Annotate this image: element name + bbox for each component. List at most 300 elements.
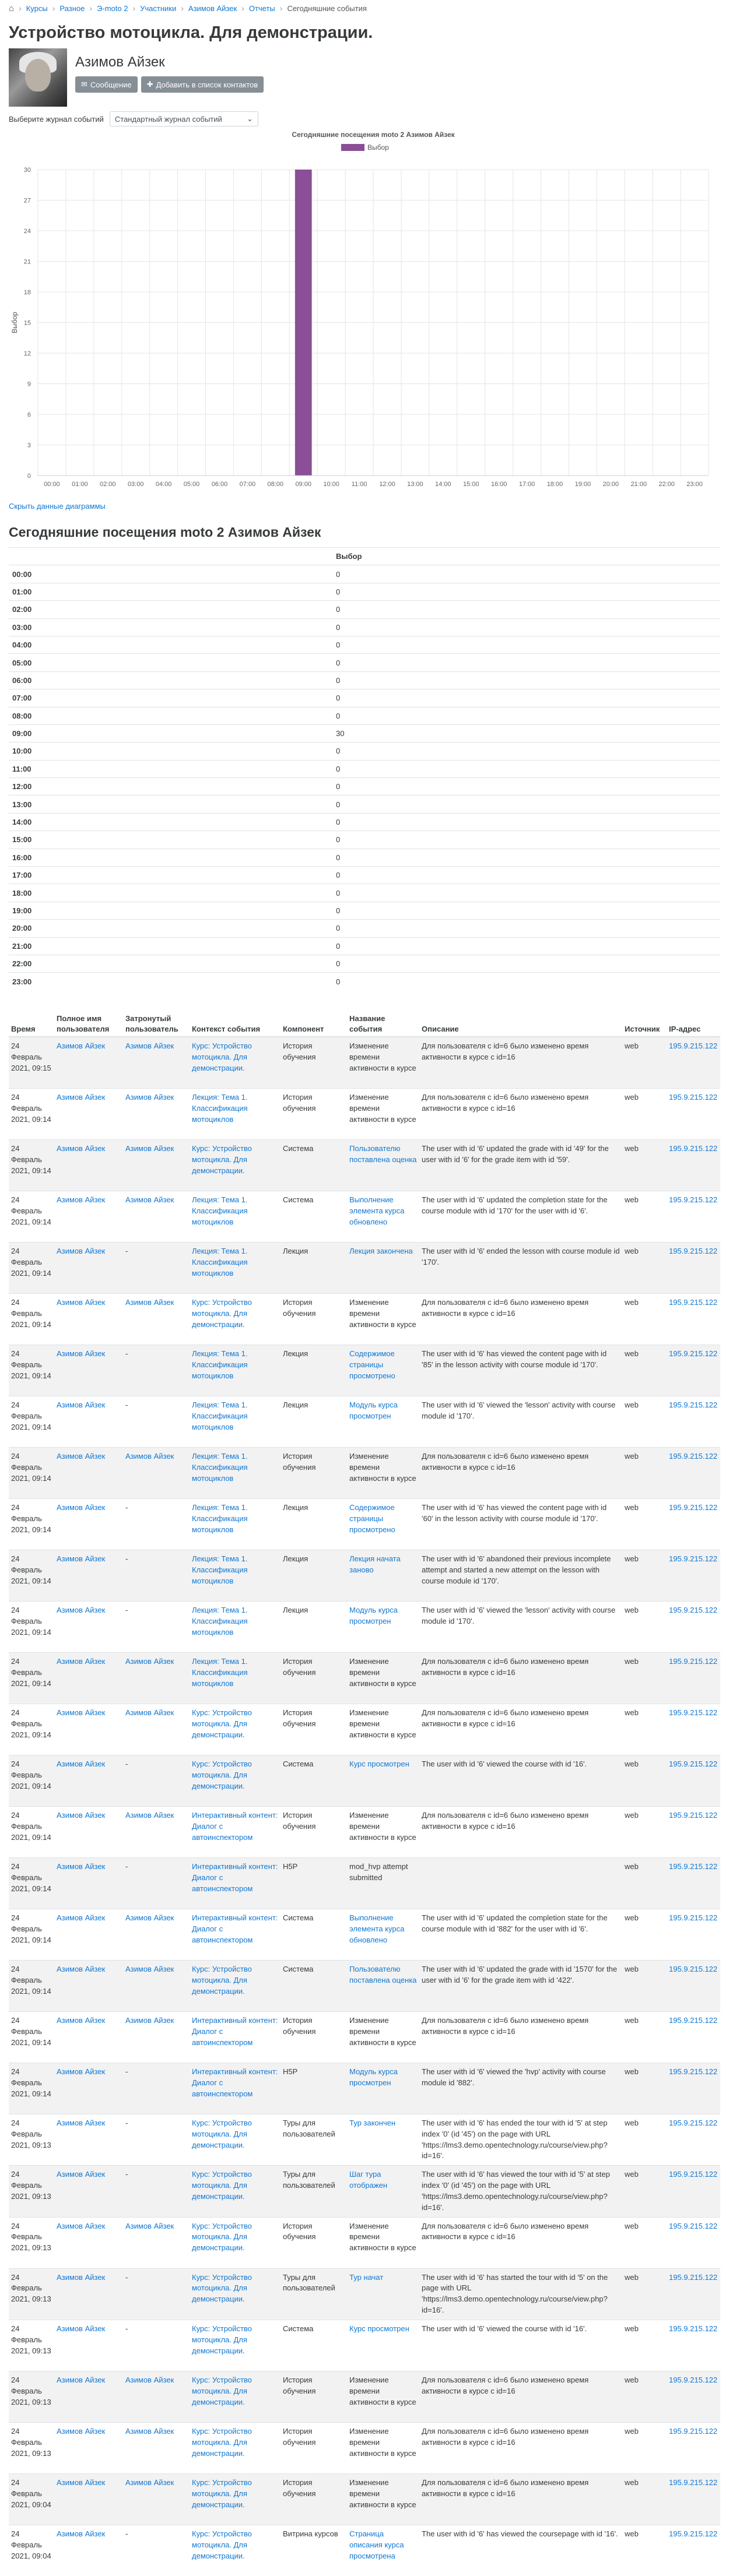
log-component-cell xyxy=(281,1139,347,1191)
log-origin-cell xyxy=(622,1755,667,1806)
log-origin-text: web xyxy=(625,1349,639,1358)
hours-table-heading: Сегодняшние посещения moto 2 Азимов Айзек xyxy=(9,525,321,540)
hours-table-row xyxy=(9,583,720,600)
log-column-header[interactable]: Название события xyxy=(347,1011,419,1037)
log-event-context-link[interactable]: Курс: Устройство мотоцикла. Для демонстрации. xyxy=(192,1143,252,1175)
log-ip-address-link[interactable]: 195.9.215.122 xyxy=(669,1759,718,1768)
log-user-fullname-link[interactable]: Азимов Айзек xyxy=(57,2426,106,2436)
log-origin-text: web xyxy=(625,2015,639,2025)
log-ip-address-link[interactable]: 195.9.215.122 xyxy=(669,1964,718,1973)
hour-value: 0 xyxy=(332,778,720,796)
chart-title: Сегодняшние посещения moto 2 Азимов Айзек xyxy=(292,131,455,139)
log-event-context-link[interactable]: Интерактивный контент: Диалог с автоинспектором xyxy=(192,2067,278,2098)
log-affected-user-link[interactable]: Азимов Айзек xyxy=(125,2375,174,2384)
log-user-fullname-cell xyxy=(54,2525,123,2576)
log-user-fullname-cell xyxy=(54,2063,123,2114)
log-user-fullname-link[interactable]: Азимов Айзек xyxy=(57,2529,106,2538)
chart xyxy=(9,129,720,502)
log-event-name-link[interactable]: Курс просмотрен xyxy=(349,1759,409,1768)
log-event-name-link[interactable]: Модуль курса просмотрен xyxy=(349,1605,398,1625)
log-table-row xyxy=(9,1652,720,1704)
log-event-name-link[interactable]: Лекция закончена xyxy=(349,1246,413,1255)
log-affected-user-text: - xyxy=(125,1554,128,1563)
log-event-context-link[interactable]: Курс: Устройство мотоцикла. Для демонстрации. xyxy=(192,2118,252,2149)
log-event-context-link[interactable]: Курс: Устройство мотоцикла. Для демонстрации. xyxy=(192,2272,252,2304)
hours-table-row xyxy=(9,867,720,884)
log-affected-user-cell xyxy=(123,1652,190,1704)
log-event-context-link[interactable]: Лекция: Тема 1. Классификация мотоциклов xyxy=(192,1092,248,1124)
log-ip-address-link[interactable]: 195.9.215.122 xyxy=(669,1195,718,1204)
log-event-context-cell xyxy=(190,2371,281,2422)
log-affected-user-text: - xyxy=(125,2529,128,2538)
log-event-context-link[interactable]: Лекция: Тема 1. Классификация мотоциклов xyxy=(192,1451,248,1483)
log-selector[interactable] xyxy=(110,111,258,126)
log-event-name-link[interactable]: Модуль курса просмотрен xyxy=(349,2067,398,2087)
hour-label: 19:00 xyxy=(9,902,332,919)
log-event-context-link[interactable]: Лекция: Тема 1. Классификация мотоциклов xyxy=(192,1400,248,1431)
hours-table-header xyxy=(9,548,720,565)
log-affected-user-link[interactable]: Азимов Айзек xyxy=(125,2015,174,2025)
x-tick-label: 06:00 xyxy=(211,481,228,488)
home-icon[interactable]: ⌂ xyxy=(9,3,15,13)
log-component-cell xyxy=(281,2063,347,2114)
breadcrumb-item[interactable]: Участники xyxy=(140,3,177,13)
log-ip-address-link[interactable]: 195.9.215.122 xyxy=(669,2324,718,2333)
log-ip-address-link[interactable]: 195.9.215.122 xyxy=(669,2170,718,2179)
log-event-context-link[interactable]: Курс: Устройство мотоцикла. Для демонстрации. xyxy=(192,1708,252,1739)
x-tick-label: 14:00 xyxy=(435,481,451,488)
log-table-row xyxy=(9,2525,720,2576)
log-user-fullname-link[interactable]: Азимов Айзек xyxy=(57,1041,106,1051)
log-ip-address-link[interactable]: 195.9.215.122 xyxy=(669,1656,718,1666)
log-origin-text: web xyxy=(625,2478,639,2487)
log-user-fullname-link[interactable]: Азимов Айзек xyxy=(57,1297,106,1307)
log-affected-user-link[interactable]: Азимов Айзек xyxy=(125,1041,174,1051)
bar-09-00[interactable] xyxy=(295,170,312,476)
log-description-cell xyxy=(419,2525,622,2576)
log-user-fullname-cell xyxy=(54,2217,123,2268)
add-contact-button[interactable] xyxy=(141,76,264,93)
log-affected-user-cell xyxy=(123,1037,190,1088)
log-user-fullname-link[interactable]: Азимов Айзек xyxy=(57,1708,106,1717)
log-ip-address-cell xyxy=(667,2371,720,2422)
log-column-header[interactable]: Полное имя пользователя xyxy=(54,1011,123,1037)
log-description-cell xyxy=(419,1139,622,1191)
log-ip-address-link[interactable]: 195.9.215.122 xyxy=(669,2478,718,2487)
log-affected-user-cell xyxy=(123,1139,190,1191)
log-description-text: The user with id '6' has started the tour with id '5' on the page with URL 'https://lms3.demo.opentechnology.ru/course/view.php?id=16'. xyxy=(422,2272,608,2315)
log-event-name-link[interactable]: Тур закончен xyxy=(349,2118,396,2127)
log-event-context-link[interactable]: Курс: Устройство мотоцикла. Для демонстрации. xyxy=(192,2426,252,2458)
log-description-cell xyxy=(419,1037,622,1088)
log-user-fullname-link[interactable]: Азимов Айзек xyxy=(57,1810,106,1820)
log-selector-label: Выберите журнал событий xyxy=(9,114,104,124)
log-affected-user-link[interactable]: Азимов Айзек xyxy=(125,1810,174,1820)
log-ip-address-link[interactable]: 195.9.215.122 xyxy=(669,1400,718,1409)
log-origin-text: web xyxy=(625,2324,639,2333)
log-description-text: The user with id '6' has viewed the content page with id '85' in the lesson activity with course module id '170'. xyxy=(422,1349,607,1369)
log-component-text: Туры для пользователей xyxy=(283,2272,335,2293)
log-origin-text: web xyxy=(625,1092,639,1102)
log-event-name-cell xyxy=(347,1909,419,1960)
log-ip-address-link[interactable]: 195.9.215.122 xyxy=(669,2272,718,2282)
log-user-fullname-link[interactable]: Азимов Айзек xyxy=(57,1913,106,1922)
log-event-name-link[interactable]: Тур начат xyxy=(349,2272,384,2282)
hour-value: 0 xyxy=(332,884,720,902)
log-ip-address-link[interactable]: 195.9.215.122 xyxy=(669,1554,718,1563)
log-affected-user-cell xyxy=(123,1088,190,1139)
hide-chart-data-link[interactable]: Скрыть данные диаграммы xyxy=(9,502,106,511)
log-table-row xyxy=(9,1806,720,1857)
legend-label[interactable]: Выбор xyxy=(367,143,389,152)
log-description-cell xyxy=(419,1396,622,1447)
hour-value: 0 xyxy=(332,671,720,689)
log-event-name-cell xyxy=(347,2320,419,2371)
log-affected-user-link[interactable]: Азимов Айзек xyxy=(125,1143,174,1153)
log-event-context-link[interactable]: Курс: Устройство мотоцикла. Для демонстрации. xyxy=(192,2170,252,2201)
log-column-header[interactable]: Время xyxy=(9,1011,54,1037)
log-table-row xyxy=(9,1447,720,1498)
hour-label: 16:00 xyxy=(9,849,332,866)
log-event-context-link[interactable]: Курс: Устройство мотоцикла. Для демонстрации. xyxy=(192,2221,252,2253)
breadcrumb-item[interactable]: Разное xyxy=(59,3,85,13)
log-user-fullname-link[interactable]: Азимов Айзек xyxy=(57,1400,106,1409)
log-event-context-link[interactable]: Интерактивный контент: Диалог с автоинспектором xyxy=(192,2015,278,2047)
log-description-cell xyxy=(419,2422,622,2473)
log-component-text: История обучения xyxy=(283,1656,316,1677)
log-event-name-cell xyxy=(347,1498,419,1550)
log-event-name-link[interactable]: Содержимое страницы просмотрено xyxy=(349,1349,395,1380)
log-ip-address-link[interactable]: 195.9.215.122 xyxy=(669,1451,718,1461)
log-user-fullname-link[interactable]: Азимов Айзек xyxy=(57,1092,106,1102)
log-table-row xyxy=(9,1345,720,1396)
log-affected-user-link[interactable]: Азимов Айзек xyxy=(125,1451,174,1461)
log-event-context-cell xyxy=(190,2320,281,2371)
log-event-context-link[interactable]: Интерактивный контент: Диалог с автоинспектором xyxy=(192,1810,278,1842)
log-column-header[interactable]: Описание xyxy=(419,1011,622,1037)
log-column-header[interactable]: IP-адрес xyxy=(667,1011,720,1037)
log-column-header[interactable]: Затронутый пользователь xyxy=(123,1011,190,1037)
chevron-right-icon: › xyxy=(19,3,22,13)
log-user-fullname-link[interactable]: Азимов Айзек xyxy=(57,2118,106,2127)
log-description-cell xyxy=(419,2473,622,2525)
log-ip-address-cell xyxy=(667,2217,720,2268)
log-table-header xyxy=(9,1011,720,1037)
log-event-name-text: Изменение времени активности в курсе xyxy=(349,2015,416,2047)
log-time-cell xyxy=(9,1806,54,1857)
log-affected-user-link[interactable]: Азимов Айзек xyxy=(125,1297,174,1307)
hours-table-row xyxy=(9,707,720,724)
log-user-fullname-cell xyxy=(54,1601,123,1652)
x-tick-label: 22:00 xyxy=(658,481,675,488)
log-description-cell xyxy=(419,1088,622,1139)
log-affected-user-link[interactable]: Азимов Айзек xyxy=(125,2221,174,2230)
log-origin-text: web xyxy=(625,2529,639,2538)
hours-table-body xyxy=(9,565,720,990)
log-description-text: The user with id '6' has viewed the coursepage with id '16'. xyxy=(422,2529,618,2538)
log-affected-user-link[interactable]: Азимов Айзек xyxy=(125,2426,174,2436)
log-component-text: Система xyxy=(283,1143,314,1153)
log-event-context-link[interactable]: Интерактивный контент: Диалог с автоинспектором xyxy=(192,1861,278,1893)
breadcrumb-item[interactable]: Азимов Айзек xyxy=(188,3,237,13)
log-event-context-link[interactable]: Курс: Устройство мотоцикла. Для демонстрации. xyxy=(192,1041,252,1073)
log-user-fullname-link[interactable]: Азимов Айзек xyxy=(57,2478,106,2487)
log-event-context-link[interactable]: Лекция: Тема 1. Классификация мотоциклов xyxy=(192,1195,248,1226)
hour-value: 0 xyxy=(332,760,720,777)
log-selector-row xyxy=(9,111,720,126)
log-event-context-link[interactable]: Лекция: Тема 1. Классификация мотоциклов xyxy=(192,1246,248,1278)
hours-table-row xyxy=(9,849,720,866)
log-user-fullname-link[interactable]: Азимов Айзек xyxy=(57,1451,106,1461)
log-component-cell xyxy=(281,1191,347,1242)
log-affected-user-link[interactable]: Азимов Айзек xyxy=(125,1656,174,1666)
hour-value: 0 xyxy=(332,689,720,707)
log-event-context-cell xyxy=(190,1652,281,1704)
log-origin-text: web xyxy=(625,1605,639,1614)
log-ip-address-cell xyxy=(667,2011,720,2063)
log-table-row xyxy=(9,2422,720,2473)
log-column-header[interactable]: Контекст события xyxy=(190,1011,281,1037)
log-event-context-link[interactable]: Курс: Устройство мотоцикла. Для демонстрации. xyxy=(192,2529,252,2560)
log-selector-value: Стандартный журнал событий xyxy=(114,114,222,124)
log-affected-user-cell xyxy=(123,2011,190,2063)
log-user-fullname-link[interactable]: Азимов Айзек xyxy=(57,1502,106,1512)
log-event-name-link[interactable]: Модуль курса просмотрен xyxy=(349,1400,398,1420)
log-user-fullname-link[interactable]: Азимов Айзек xyxy=(57,2015,106,2025)
log-event-context-link[interactable]: Лекция: Тема 1. Классификация мотоциклов xyxy=(192,1502,248,1534)
log-description-text: Для пользователя с id=6 было изменено время активности в курсе с id=16 xyxy=(422,1041,589,1062)
log-description-text: Для пользователя с id=6 было изменено время активности в курсе с id=16 xyxy=(422,1092,589,1113)
log-description-text: The user with id '6' ended the lesson with course module id '170'. xyxy=(422,1246,620,1266)
log-component-cell xyxy=(281,1857,347,1909)
log-ip-address-link[interactable]: 195.9.215.122 xyxy=(669,1246,718,1255)
log-affected-user-link[interactable]: Азимов Айзек xyxy=(125,2478,174,2487)
hour-label: 11:00 xyxy=(9,760,332,777)
log-event-context-link[interactable]: Лекция: Тема 1. Классификация мотоциклов xyxy=(192,1605,248,1637)
log-event-context-link[interactable]: Лекция: Тема 1. Классификация мотоциклов xyxy=(192,1656,248,1688)
log-time-text: 24 Февраль 2021, 09:14 xyxy=(11,1656,51,1688)
log-user-fullname-link[interactable]: Азимов Айзек xyxy=(57,1554,106,1563)
log-affected-user-link[interactable]: Азимов Айзек xyxy=(125,1913,174,1922)
log-user-fullname-link[interactable]: Азимов Айзек xyxy=(57,2170,106,2179)
log-ip-address-cell xyxy=(667,1960,720,2011)
hour-label: 17:00 xyxy=(9,867,332,884)
log-user-fullname-link[interactable]: Азимов Айзек xyxy=(57,1656,106,1666)
x-tick-label: 23:00 xyxy=(686,481,703,488)
log-event-context-link[interactable]: Интерактивный контент: Диалог с автоинспектором xyxy=(192,1913,278,1944)
log-ip-address-link[interactable]: 195.9.215.122 xyxy=(669,1297,718,1307)
log-ip-address-link[interactable]: 195.9.215.122 xyxy=(669,2529,718,2538)
log-time-text: 24 Февраль 2021, 09:14 xyxy=(11,1297,51,1329)
hour-label: 20:00 xyxy=(9,920,332,937)
hours-table-row xyxy=(9,955,720,972)
log-affected-user-cell xyxy=(123,1960,190,2011)
hour-value: 0 xyxy=(332,831,720,849)
y-tick-label: 18 xyxy=(23,289,31,296)
log-component-cell xyxy=(281,1704,347,1755)
y-tick-label: 12 xyxy=(23,350,31,357)
log-affected-user-link[interactable]: Азимов Айзек xyxy=(125,1708,174,1717)
log-affected-user-cell xyxy=(123,2063,190,2114)
log-user-fullname-cell xyxy=(54,1447,123,1498)
log-event-context-cell xyxy=(190,1242,281,1293)
log-user-fullname-link[interactable]: Азимов Айзек xyxy=(57,1349,106,1358)
log-event-name-link[interactable]: Выполнение элемента курса обновлено xyxy=(349,1913,405,1944)
log-time-text: 24 Февраль 2021, 09:14 xyxy=(11,1195,51,1226)
log-event-name-link[interactable]: Пользователю поставлена оценка xyxy=(349,1143,417,1164)
log-ip-address-cell xyxy=(667,2473,720,2525)
log-affected-user-link[interactable]: Азимов Айзек xyxy=(125,1092,174,1102)
log-user-fullname-link[interactable]: Азимов Айзек xyxy=(57,1605,106,1614)
x-tick-label: 05:00 xyxy=(183,481,200,488)
log-event-name-link[interactable]: Лекция начата заново xyxy=(349,1554,401,1574)
log-origin-text: web xyxy=(625,2426,639,2436)
log-event-name-link[interactable]: Курс просмотрен xyxy=(349,2324,409,2333)
log-user-fullname-link[interactable]: Азимов Айзек xyxy=(57,1759,106,1768)
log-user-fullname-link[interactable]: Азимов Айзек xyxy=(57,1246,106,1255)
log-origin-cell xyxy=(622,2525,667,2576)
log-affected-user-link[interactable]: Азимов Айзек xyxy=(125,1195,174,1204)
log-affected-user-cell xyxy=(123,1601,190,1652)
log-time-cell xyxy=(9,2371,54,2422)
log-time-cell xyxy=(9,2011,54,2063)
hour-value: 0 xyxy=(332,867,720,884)
log-user-fullname-cell xyxy=(54,1293,123,1345)
log-component-text: Лекция xyxy=(283,1349,309,1358)
log-column-header[interactable]: Компонент xyxy=(281,1011,347,1037)
log-event-context-link[interactable]: Курс: Устройство мотоцикла. Для демонстрации. xyxy=(192,2375,252,2406)
log-ip-address-link[interactable]: 195.9.215.122 xyxy=(669,1143,718,1153)
log-user-fullname-link[interactable]: Азимов Айзек xyxy=(57,1861,106,1871)
x-tick-label: 10:00 xyxy=(323,481,339,488)
log-ip-address-link[interactable]: 195.9.215.122 xyxy=(669,1708,718,1717)
log-ip-address-link[interactable]: 195.9.215.122 xyxy=(669,1041,718,1051)
log-event-context-link[interactable]: Курс: Устройство мотоцикла. Для демонстрации. xyxy=(192,2324,252,2355)
log-event-context-link[interactable]: Курс: Устройство мотоцикла. Для демонстрации. xyxy=(192,1964,252,1996)
log-user-fullname-cell xyxy=(54,1037,123,1088)
log-time-cell xyxy=(9,1447,54,1498)
log-origin-text: web xyxy=(625,1554,639,1563)
log-description-text: Для пользователя с id=6 было изменено время активности в курсе с id=16 xyxy=(422,2375,589,2395)
log-event-name-link[interactable]: Страница описания курса просмотрена xyxy=(349,2529,404,2560)
y-tick-label: 9 xyxy=(27,381,31,388)
log-ip-address-link[interactable]: 195.9.215.122 xyxy=(669,1913,718,1922)
log-time-cell xyxy=(9,2473,54,2525)
log-event-context-cell xyxy=(190,2011,281,2063)
log-ip-address-link[interactable]: 195.9.215.122 xyxy=(669,2426,718,2436)
log-origin-cell xyxy=(622,1191,667,1242)
breadcrumb-item[interactable]: Отчеты xyxy=(248,3,275,13)
log-origin-cell xyxy=(622,2217,667,2268)
log-origin-text: web xyxy=(625,1656,639,1666)
log-user-fullname-link[interactable]: Азимов Айзек xyxy=(57,1964,106,1973)
log-user-fullname-cell xyxy=(54,2114,123,2165)
y-tick-label: 27 xyxy=(23,197,31,205)
log-ip-address-link[interactable]: 195.9.215.122 xyxy=(669,2375,718,2384)
log-component-cell xyxy=(281,2268,347,2320)
hour-value: 0 xyxy=(332,742,720,760)
log-description-cell xyxy=(419,1447,622,1498)
log-column-header[interactable]: Источник xyxy=(622,1011,667,1037)
user-name: Азимов Айзек xyxy=(75,54,165,70)
log-user-fullname-link[interactable]: Азимов Айзек xyxy=(57,2324,106,2333)
log-event-name-link[interactable]: Содержимое страницы просмотрено xyxy=(349,1502,395,1534)
log-origin-text: web xyxy=(625,2170,639,2179)
log-event-context-link[interactable]: Лекция: Тема 1. Классификация мотоциклов xyxy=(192,1349,248,1380)
breadcrumb-item[interactable]: Э-moto 2 xyxy=(97,3,128,13)
breadcrumb-item[interactable]: Курсы xyxy=(26,3,48,13)
log-ip-address-link[interactable]: 195.9.215.122 xyxy=(669,1349,718,1358)
log-user-fullname-link[interactable]: Азимов Айзек xyxy=(57,1143,106,1153)
log-ip-address-link[interactable]: 195.9.215.122 xyxy=(669,2067,718,2076)
log-user-fullname-link[interactable]: Азимов Айзек xyxy=(57,2272,106,2282)
message-button[interactable] xyxy=(75,76,138,93)
log-affected-user-cell xyxy=(123,2320,190,2371)
log-ip-address-link[interactable]: 195.9.215.122 xyxy=(669,2015,718,2025)
log-ip-address-link[interactable]: 195.9.215.122 xyxy=(669,2221,718,2230)
log-time-text: 24 Февраль 2021, 09:14 xyxy=(11,1554,51,1585)
log-component-text: История обучения xyxy=(283,1810,316,1831)
log-user-fullname-link[interactable]: Азимов Айзек xyxy=(57,1195,106,1204)
log-event-context-link[interactable]: Курс: Устройство мотоцикла. Для демонстрации. xyxy=(192,1759,252,1790)
log-event-name-cell xyxy=(347,1088,419,1139)
log-component-text: Лекция xyxy=(283,1246,309,1255)
log-event-name-cell xyxy=(347,2166,419,2217)
log-user-fullname-link[interactable]: Азимов Айзек xyxy=(57,2067,106,2076)
log-description-cell xyxy=(419,1498,622,1550)
hours-table-row xyxy=(9,920,720,937)
log-origin-cell xyxy=(622,1345,667,1396)
log-ip-address-link[interactable]: 195.9.215.122 xyxy=(669,1861,718,1871)
log-affected-user-link[interactable]: Азимов Айзек xyxy=(125,1964,174,1973)
log-ip-address-cell xyxy=(667,1857,720,1909)
log-user-fullname-cell xyxy=(54,1704,123,1755)
log-description-cell xyxy=(419,2320,622,2371)
log-table-row xyxy=(9,1293,720,1345)
log-event-name-link[interactable]: Пользователю поставлена оценка xyxy=(349,1964,417,1984)
log-ip-address-link[interactable]: 195.9.215.122 xyxy=(669,2118,718,2127)
log-event-context-link[interactable]: Курс: Устройство мотоцикла. Для демонстрации. xyxy=(192,1297,252,1329)
log-ip-address-link[interactable]: 195.9.215.122 xyxy=(669,1092,718,1102)
log-table-body xyxy=(9,1037,720,2576)
log-component-cell xyxy=(281,1396,347,1447)
log-user-fullname-link[interactable]: Азимов Айзек xyxy=(57,2375,106,2384)
log-ip-address-cell xyxy=(667,1345,720,1396)
log-event-context-link[interactable]: Курс: Устройство мотоцикла. Для демонстрации. xyxy=(192,2478,252,2509)
hours-table-row xyxy=(9,760,720,777)
log-event-name-cell xyxy=(347,1191,419,1242)
log-event-name-cell xyxy=(347,2217,419,2268)
legend-swatch[interactable] xyxy=(341,144,365,151)
log-component-text: Туры для пользователей xyxy=(283,2170,335,2190)
hour-value: 30 xyxy=(332,724,720,742)
log-ip-address-link[interactable]: 195.9.215.122 xyxy=(669,1605,718,1614)
log-table-row xyxy=(9,1037,720,1088)
log-event-context-cell xyxy=(190,2114,281,2165)
log-user-fullname-cell xyxy=(54,1755,123,1806)
log-user-fullname-link[interactable]: Азимов Айзек xyxy=(57,2221,106,2230)
log-description-cell xyxy=(419,1242,622,1293)
log-ip-address-link[interactable]: 195.9.215.122 xyxy=(669,1502,718,1512)
log-event-name-link[interactable]: Шаг тура отображен xyxy=(349,2170,387,2190)
log-description-text: The user with id '6' viewed the course with id '16'. xyxy=(422,1759,587,1768)
log-description-cell xyxy=(419,2063,622,2114)
log-event-context-link[interactable]: Лекция: Тема 1. Классификация мотоциклов xyxy=(192,1554,248,1585)
log-user-fullname-cell xyxy=(54,1191,123,1242)
log-ip-address-link[interactable]: 195.9.215.122 xyxy=(669,1810,718,1820)
log-event-name-link[interactable]: Выполнение элемента курса обновлено xyxy=(349,1195,405,1226)
avatar[interactable] xyxy=(9,48,67,107)
